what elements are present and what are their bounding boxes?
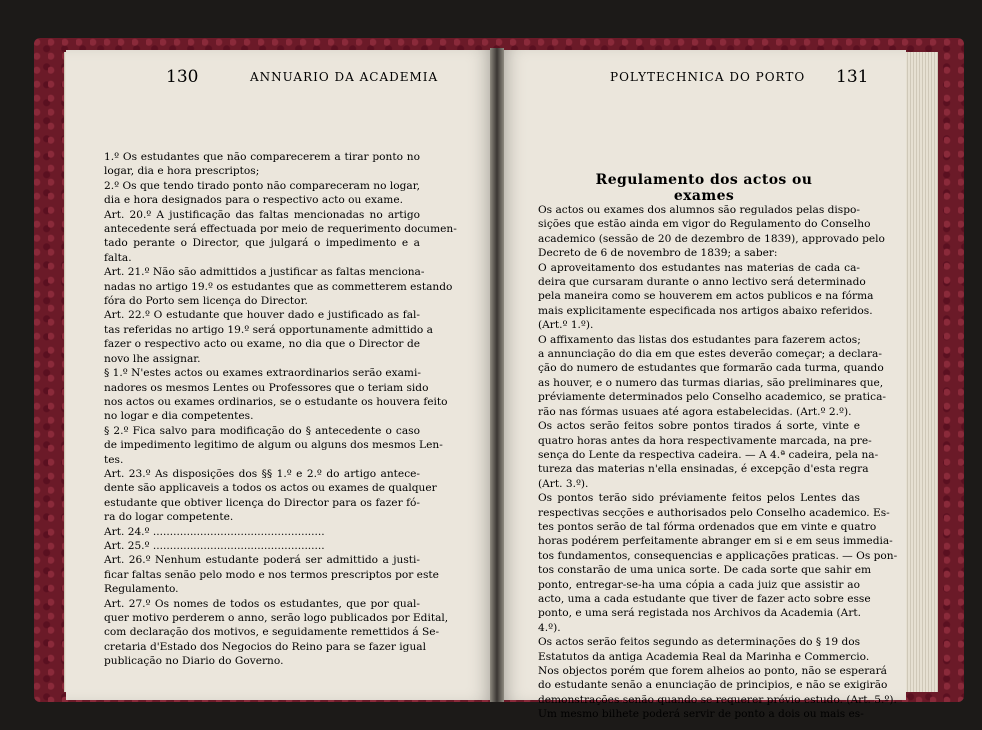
right-text-line: Um mesmo bilhete poderá servir de ponto a dois ou mais es- (538, 708, 864, 721)
left-text-line: nos actos ou exames ordinarios, se o estudante os houvera feito (104, 395, 448, 408)
right-text-line: academico (sessão de 20 de dezembro de 1839), approvado pelo (538, 232, 885, 245)
section-heading: Regulamento dos actos ou exames (595, 172, 813, 204)
left-text-line: Art. 22.º O estudante que houver dado e justificado as fal- (104, 309, 420, 322)
right-text-line: tos fundamentos, consequencias e applicações praticas. — Os pon- (538, 549, 898, 562)
left-text-line: tas referidas no artigo 19.º será opportunamente admittido a (104, 323, 433, 336)
right-text-line: do estudante senão a enunciação de principios, e não se exigirão (538, 679, 888, 692)
left-text-line: fazer o respectivo acto ou exame, no dia que o Director de (104, 338, 420, 351)
right-text-line: tos constarão de uma unica sorte. De cada sorte que sahir em (538, 564, 872, 577)
right-text-line: tes pontos serão de tal fórma ordenados que em vinte e quatro (538, 520, 877, 533)
left-page-text (104, 150, 457, 669)
left-text-line: cretaria d'Estado dos Negocios do Reino para se fazer igual (104, 640, 426, 653)
right-text-line: (Art. 3.º). (538, 477, 589, 490)
left-text-line: Art. 24.º ................................................... (104, 525, 325, 538)
book-gutter (490, 48, 504, 702)
right-text-line: Os actos serão feitos segundo as determinações do § 19 dos (538, 636, 861, 649)
right-page-number: 131 (836, 67, 869, 87)
right-text-line: O affixamento das listas dos estudantes para fazerem actos; (538, 333, 861, 346)
right-text-line: préviamente determinados pelo Conselho academico, se pratica- (538, 391, 886, 404)
right-text-line: ção do numero de estudantes que formarão cada turma, quando (538, 362, 884, 375)
left-text-line: de impedimento legitimo de algum ou alguns dos mesmos Len- (104, 439, 443, 452)
left-text-line: Art. 26.º Nenhum estudante poderá ser admittido a justi- (104, 554, 420, 567)
left-text-line: Regulamento. (104, 583, 179, 596)
left-page-number: 130 (166, 67, 199, 87)
right-text-line: a annunciação do dia em que estes deverão começar; a declara- (538, 348, 882, 361)
left-text-line: Art. 25.º ................................................... (104, 539, 325, 552)
left-text-line: Art. 23.º As disposições dos §§ 1.º e 2.º do artigo antece- (104, 467, 420, 480)
left-text-line: Art. 27.º Os nomes de todos os estudantes, que por qual- (104, 597, 420, 610)
left-text-line: novo lhe assignar. (104, 352, 201, 365)
right-text-line: Nos objectos porém que forem alheios ao ponto, não se esperará (538, 665, 887, 677)
left-text-line: 1.º Os estudantes que não comparecerem a tirar ponto no (104, 151, 420, 163)
right-text-line: sença do Lente da respectiva cadeira. — A 4.ª cadeira, pela na- (538, 448, 879, 461)
left-text-line: ra do logar competente. (104, 511, 234, 524)
left-text-line: Art. 21.º Não são admittidos a justificar as faltas menciona- (104, 266, 425, 279)
left-text-line: nadas no artigo 19.º os estudantes que as commetterem estando (104, 280, 453, 293)
right-text-line: Estatutos da antiga Academia Real da Marinha e Commercio. (538, 650, 870, 663)
left-text-line: dente são applicaveis a todos os actos ou exames de qualquer (104, 482, 437, 495)
right-text-line: sições que estão ainda em vigor do Regulamento do Conselho (538, 218, 871, 231)
left-text-line: ficar faltas senão pelo modo e nos termos prescriptos por este (104, 568, 439, 581)
left-text-line: § 1.º N'estes actos ou exames extraordinarios serão exami- (104, 367, 421, 380)
left-text-line: quer motivo perderem o anno, serão logo publicados por Edital, (104, 612, 449, 624)
right-text-line: Os actos ou exames dos alumnos são regulados pelas dispo- (538, 204, 860, 216)
right-text-line: rão nas fórmas usuaes até agora estabelecidas. (Art.º 2.º). (538, 405, 852, 418)
right-page-edge (904, 52, 938, 692)
right-text-line: ponto, e uma será registada nos Archivos da Academia (Art. (538, 607, 862, 620)
left-text-line: logar, dia e hora prescriptos; (104, 165, 260, 178)
right-text-line: (Art.º 1.º). (538, 319, 594, 332)
right-text-line: deira que cursaram durante o anno lectivo será determinado (538, 276, 866, 289)
right-text-line: Decreto de 6 de novembro de 1839; a saber: (538, 247, 778, 260)
left-text-line: tado perante o Director, que julgará o impedimento e a (104, 237, 420, 250)
right-text-line: 4.º). (538, 621, 561, 634)
left-text-line: 2.º Os que tendo tirado ponto não compareceram no logar, (104, 179, 420, 192)
left-text-line: no logar e dia competentes. (104, 410, 254, 423)
right-text-line: ponto, entregar-se-ha uma cópia a cada juiz que assistir ao (538, 578, 860, 591)
right-text-line: Os actos serão feitos sobre pontos tirados á sorte, vinte e (538, 420, 860, 433)
left-text-line: tes. (104, 453, 124, 466)
right-page-text (538, 203, 898, 722)
right-text-line: O aproveitamento dos estudantes nas materias de cada ca- (538, 261, 860, 274)
left-text-line: com declaração dos motivos, e seguidamente remettidos á Se- (104, 626, 440, 639)
right-text-line: horas podérem perfeitamente abranger em si e em seus immedia- (538, 535, 893, 548)
left-text-line: publicação no Diario do Governo. (104, 655, 284, 668)
left-text-line: § 2.º Fica salvo para modificação do § antecedente o caso (104, 424, 420, 437)
right-text-line: Os pontos terão sido préviamente feitos pelos Lentes das (538, 492, 860, 505)
left-text-line: dia e hora designados para o respectivo acto ou exame. (104, 194, 403, 207)
right-running-head: POLYTECHNICA DO PORTO (610, 70, 806, 84)
right-text-line: quatro horas antes da hora respectivamente marcada, na pre- (538, 434, 872, 447)
right-text-line: respectivas secções e authorisados pelo Conselho academico. Es- (538, 506, 890, 519)
left-text-line: Art. 20.º A justificação das faltas mencionadas no artigo (104, 208, 420, 221)
right-text-line: demonstrações senão quando se requerer prévio estudo. (Art. 5.º). (538, 693, 897, 706)
right-text-line: tureza das materias n'ella ensinadas, é excepção d'esta regra (538, 463, 869, 476)
left-text-line: fóra do Porto sem licença do Director. (104, 295, 308, 308)
left-text-line: antecedente será effectuada por meio de requerimento documen- (104, 223, 457, 236)
right-text-line: pela maneira como se houverem em actos publicos e na fórma (538, 290, 874, 303)
right-text-line: mais explicitamente especificada nos artigos abaixo referidos. (538, 304, 873, 317)
right-text-line: acto, uma a cada estudante que tiver de fazer acto sobre esse (538, 592, 871, 605)
right-text-line: as houver, e o numero das turmas diarias, são preliminares que, (538, 376, 884, 389)
left-text-line: falta. (104, 251, 132, 264)
left-text-line: nadores os mesmos Lentes ou Professores que o teriam sido (104, 381, 429, 394)
left-text-line: estudante que obtiver licença do Director para os fazer fó- (104, 496, 420, 509)
left-running-head: ANNUARIO DA ACADEMIA (250, 70, 439, 84)
